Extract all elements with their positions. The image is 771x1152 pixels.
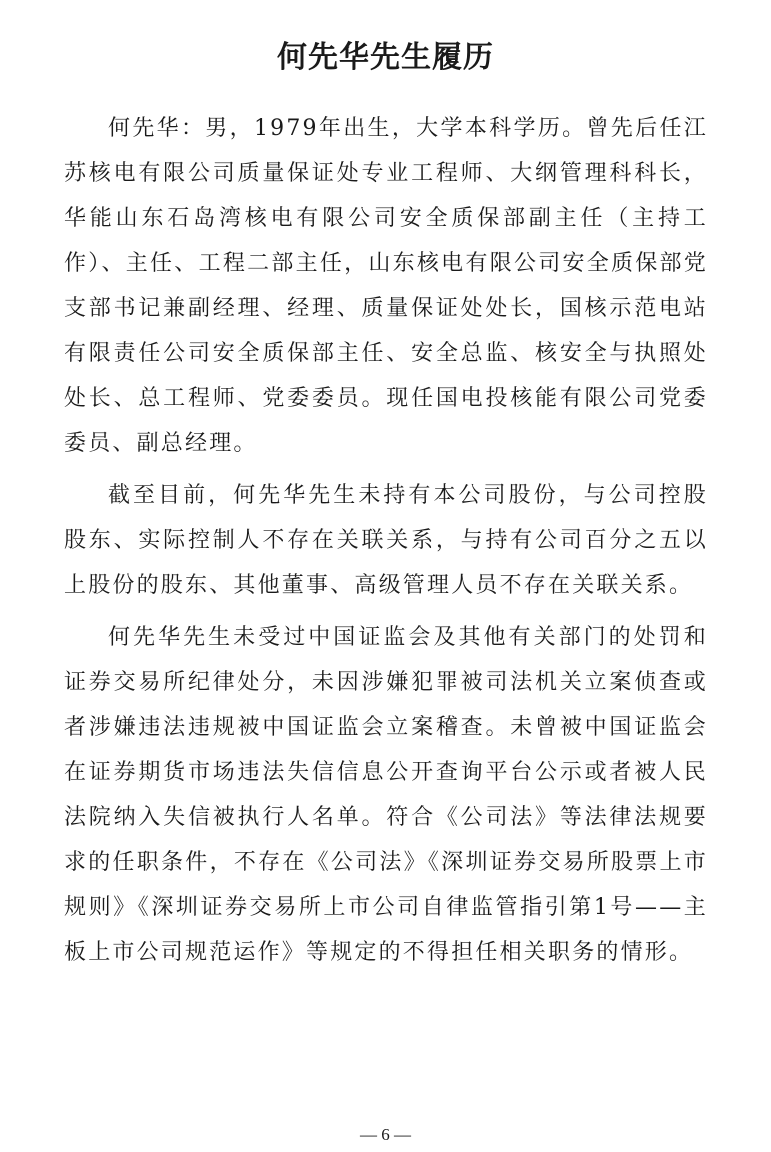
page-number: — 6 —	[360, 1125, 411, 1144]
paragraph-compliance: 何先华先生未受过中国证监会及其他有关部门的处罚和证券交易所纪律处分，未因涉嫌犯罪被司法机关立案侦查或者涉嫌违法违规被中国证监会立案稽查。未曾被中国证监会在证券期货市场违法失信信息公开查询平台公示或者被人民法院纳入失信被执行人名单。符合《公司法》等法律法规要求的任职条件，不存在《公司法》《深圳证券交易所股票上市规则》《深圳证券交易所上市公司自律监管指引第1号——主板上市公司规范运作》等规定的不得担任相关职务的情形。	[64, 625, 708, 965]
paragraph-shareholding: 截至目前，何先华先生未持有本公司股份，与公司控股股东、实际控制人不存在关联关系，与持有公司百分之五以上股份的股东、其他董事、高级管理人员不存在关联关系。	[64, 483, 708, 598]
paragraph-biography: 何先华：男，1979年出生，大学本科学历。曾先后任江苏核电有限公司质量保证处专业工程师、大纲管理科科长，华能山东石岛湾核电有限公司安全质保部副主任（主持工作）、主任、工程二部主任，山东核电有限公司安全质保部党支部书记兼副经理、经理、质量保证处处长，国核示范电站有限责任公司安全质保部主任、安全总监、核安全与执照处处长、总工程师、党委委员。现任国电投核能有限公司党委委员、副总经理。	[64, 116, 708, 456]
page-title: 何先华先生履历	[277, 40, 494, 75]
document-body	[64, 106, 708, 982]
